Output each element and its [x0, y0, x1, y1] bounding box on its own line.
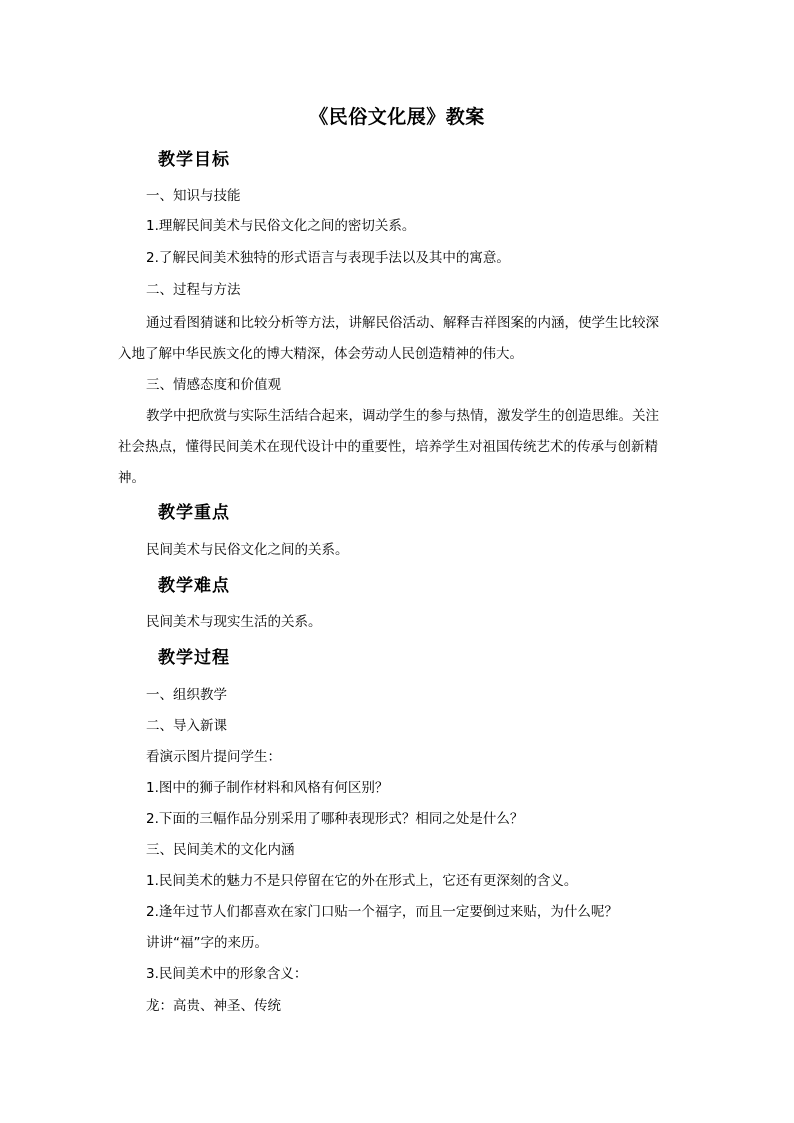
paragraph-values-line-3: 神。	[118, 470, 145, 486]
process-line-7: 1.民间美术的魅力不是只停留在它的外在形式上，它还有更深刻的含义。	[146, 873, 578, 889]
process-line-5: 2.下面的三幅作品分别采用了哪种表现形式？相同之处是什么？	[146, 811, 524, 827]
process-line-10: 3.民间美术中的形象含义：	[146, 966, 308, 982]
process-line-8: 2.逢年过节人们都喜欢在家门口贴一个福字，而且一定要倒过来贴，为什么呢？	[146, 904, 618, 920]
objective-item-1: 1.理解民间美术与民俗文化之间的密切关系。	[146, 218, 416, 234]
process-line-11: 龙：高贵、神圣、传统	[146, 998, 281, 1014]
paragraph-values-line-1: 教学中把欣赏与实际生活结合起来，调动学生的参与热情，激发学生的创造思维。关注	[146, 408, 659, 424]
document-title: 《民俗文化展》教案	[309, 106, 485, 128]
process-line-6: 三、民间美术的文化内涵	[146, 842, 295, 858]
difficulties-text: 民间美术与现实生活的关系。	[146, 614, 322, 630]
paragraph-values-line-2: 社会热点，懂得民间美术在现代设计中的重要性，培养学生对祖国传统艺术的传承与创新精	[118, 439, 658, 455]
subheading-process-method: 二、过程与方法	[146, 282, 241, 298]
process-line-4: 1.图中的狮子制作材料和风格有何区别？	[146, 780, 389, 796]
heading-difficulties: 教学难点	[158, 576, 230, 596]
objective-item-2: 2.了解民间美术独特的形式语言与表现手法以及其中的寓意。	[146, 250, 510, 266]
key-points-text: 民间美术与民俗文化之间的关系。	[146, 542, 349, 558]
process-line-1: 一、组织教学	[146, 687, 227, 703]
paragraph-method-line-1: 通过看图猜谜和比较分析等方法，讲解民俗活动、解释吉祥图案的内涵，使学生比较深	[146, 315, 659, 331]
heading-process: 教学过程	[158, 648, 230, 668]
paragraph-method-line-2: 入地了解中华民族文化的博大精深，体会劳动人民创造精神的伟大。	[118, 346, 523, 362]
process-line-2: 二、导入新课	[146, 718, 227, 734]
subheading-knowledge-skills: 一、知识与技能	[146, 188, 241, 204]
heading-objectives: 教学目标	[158, 150, 230, 170]
process-line-9: 讲讲“福”字的来历。	[146, 935, 268, 951]
subheading-attitude-values: 三、情感态度和价值观	[146, 377, 281, 393]
heading-key-points: 教学重点	[158, 503, 230, 523]
process-line-3: 看演示图片提问学生：	[146, 749, 281, 765]
